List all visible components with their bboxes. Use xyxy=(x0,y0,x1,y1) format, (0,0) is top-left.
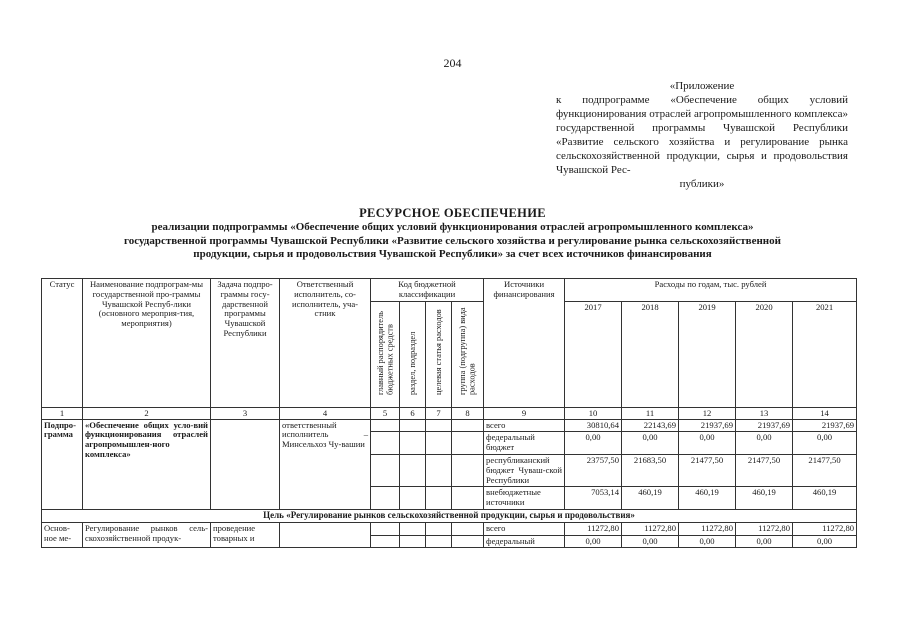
code-cell xyxy=(400,487,426,510)
appendix-body: к подпрограмме «Обеспечение общих условий функционирования отраслей агропромышленного комплекса» государственной программы Чувашской Республики «Развитие сельского хозяйства и регулирование рынка сельскохозяйственной продукции, сырья и продовольствия Чувашской Рес- xyxy=(556,94,848,176)
code-cell xyxy=(400,432,426,455)
value-cell: 0,00 xyxy=(736,432,793,455)
code-cell xyxy=(400,535,426,548)
code-cell xyxy=(426,487,452,510)
value-cell: 23757,50 xyxy=(565,454,622,486)
code-cell xyxy=(400,454,426,486)
code-cell xyxy=(452,535,484,548)
code-cell xyxy=(426,432,452,455)
header-status: Статус xyxy=(42,279,83,408)
header-year: 2020 xyxy=(736,301,793,407)
title-line-2: реализации подпрограммы «Обеспечение общих условий функционирования отраслей агропромышленного комплекса» xyxy=(151,221,754,233)
page-number: 204 xyxy=(443,56,462,70)
column-number: 11 xyxy=(622,407,679,419)
code-cell xyxy=(371,419,400,432)
value-cell: 21477,50 xyxy=(736,454,793,486)
column-number: 4 xyxy=(280,407,371,419)
header-grbs: главный распорядитель бюджетных средств xyxy=(371,301,400,407)
source-cell: всего xyxy=(484,419,565,432)
value-cell: 460,19 xyxy=(679,487,736,510)
column-number: 1 xyxy=(42,407,83,419)
column-number: 12 xyxy=(679,407,736,419)
goal-row xyxy=(42,509,857,522)
value-cell: 0,00 xyxy=(679,432,736,455)
value-cell: 7053,14 xyxy=(565,487,622,510)
column-number: 6 xyxy=(400,407,426,419)
appendix-tail: публики» xyxy=(679,178,725,190)
column-number: 5 xyxy=(371,407,400,419)
value-cell: 21683,50 xyxy=(622,454,679,486)
value-cell: 11272,80 xyxy=(793,522,857,535)
subprogram-task xyxy=(211,419,280,509)
main-event-status: Основ-ное ме- xyxy=(42,522,83,548)
header-budget-code: Код бюджетной классификации xyxy=(371,279,484,302)
value-cell: 460,19 xyxy=(736,487,793,510)
source-cell: федеральный бюджет xyxy=(484,432,565,455)
code-cell xyxy=(452,454,484,486)
code-cell xyxy=(400,522,426,535)
source-cell: всего xyxy=(484,522,565,535)
value-cell: 0,00 xyxy=(736,535,793,548)
header-section: раздел, подраздел xyxy=(400,301,426,407)
header-row-1 xyxy=(42,279,857,302)
source-cell: внебюджетные источники xyxy=(484,487,565,510)
goal-title: Цель «Регулирование рынков сельскохозяйственной продукции, сырья и продовольствия» xyxy=(42,509,857,522)
value-cell: 21477,50 xyxy=(793,454,857,486)
header-expense-group: группа (подгруппа) вида расходов xyxy=(452,301,484,407)
header-executor: Ответственный исполнитель, со-исполнитель, уча-стник xyxy=(280,279,371,408)
value-cell: 0,00 xyxy=(622,535,679,548)
subprogram-executor: ответственный исполнитель – Минсельхоз Чу-вашии xyxy=(280,419,371,509)
code-cell xyxy=(426,522,452,535)
value-cell: 21937,69 xyxy=(679,419,736,432)
source-cell: республиканский бюджет Чуваш-ской Республики xyxy=(484,454,565,486)
column-number-row xyxy=(42,407,857,419)
code-cell xyxy=(371,454,400,486)
header-name: Наименование подпрограм-мы государственной про-граммы Чувашской Респуб-лики (основного мероприя-тия, мероприятия) xyxy=(83,279,211,408)
column-number: 3 xyxy=(211,407,280,419)
code-cell xyxy=(426,454,452,486)
resource-table xyxy=(41,278,857,548)
value-cell: 21937,69 xyxy=(736,419,793,432)
value-cell: 21937,69 xyxy=(793,419,857,432)
header-sources: Источники финансирования xyxy=(484,279,565,408)
header-target-item: целевая статья расходов xyxy=(426,301,452,407)
table-row xyxy=(42,522,857,535)
value-cell: 460,19 xyxy=(622,487,679,510)
value-cell: 11272,80 xyxy=(736,522,793,535)
value-cell: 30810,64 xyxy=(565,419,622,432)
column-number: 9 xyxy=(484,407,565,419)
code-cell xyxy=(371,535,400,548)
subprogram-name: «Обеспечение общих усло-вий функционирования отраслей агропромышлен-ного комплекса» xyxy=(83,419,211,509)
column-number: 7 xyxy=(426,407,452,419)
column-number: 8 xyxy=(452,407,484,419)
main-event-name: Регулирование рынков сель-скохозяйственной продук- xyxy=(83,522,211,548)
header-task: Задача подпро-граммы госу-дарственной программы Чувашской Республики xyxy=(211,279,280,408)
code-cell xyxy=(371,487,400,510)
code-cell xyxy=(452,419,484,432)
appendix-head: «Приложение xyxy=(669,80,735,92)
main-event-executor xyxy=(280,522,371,548)
code-cell xyxy=(452,432,484,455)
header-year: 2021 xyxy=(793,301,857,407)
header-expenses: Расходы по годам, тыс. рублей xyxy=(565,279,857,302)
appendix-note xyxy=(556,79,848,191)
code-cell xyxy=(400,419,426,432)
value-cell: 21477,50 xyxy=(679,454,736,486)
title-line-4: продукции, сырья и продовольствия Чувашской Республики» за счет всех источников финансирования xyxy=(193,248,712,260)
value-cell: 22143,69 xyxy=(622,419,679,432)
header-year: 2017 xyxy=(565,301,622,407)
value-cell: 0,00 xyxy=(793,535,857,548)
table-row xyxy=(42,419,857,432)
column-number: 2 xyxy=(83,407,211,419)
value-cell: 0,00 xyxy=(679,535,736,548)
value-cell: 11272,80 xyxy=(622,522,679,535)
value-cell: 0,00 xyxy=(622,432,679,455)
column-number: 10 xyxy=(565,407,622,419)
value-cell: 0,00 xyxy=(565,432,622,455)
source-cell: федеральный xyxy=(484,535,565,548)
value-cell: 0,00 xyxy=(793,432,857,455)
code-cell xyxy=(426,535,452,548)
header-year: 2018 xyxy=(622,301,679,407)
column-number: 13 xyxy=(736,407,793,419)
title-line-3: государственной программы Чувашской Республики «Развитие сельского хозяйства и регулирование рынка сельскохозяйственной xyxy=(124,234,781,247)
document-title xyxy=(50,206,855,262)
code-cell xyxy=(452,522,484,535)
value-cell: 11272,80 xyxy=(565,522,622,535)
value-cell: 0,00 xyxy=(565,535,622,548)
main-event-task: проведение товарных и xyxy=(211,522,280,548)
code-cell xyxy=(371,522,400,535)
value-cell: 460,19 xyxy=(793,487,857,510)
code-cell xyxy=(452,487,484,510)
code-cell xyxy=(371,432,400,455)
header-year: 2019 xyxy=(679,301,736,407)
code-cell xyxy=(426,419,452,432)
column-number: 14 xyxy=(793,407,857,419)
value-cell: 11272,80 xyxy=(679,522,736,535)
title-line-1: РЕСУРСНОЕ ОБЕСПЕЧЕНИЕ xyxy=(359,206,546,220)
subprogram-status: Подпро-грамма xyxy=(42,419,83,509)
